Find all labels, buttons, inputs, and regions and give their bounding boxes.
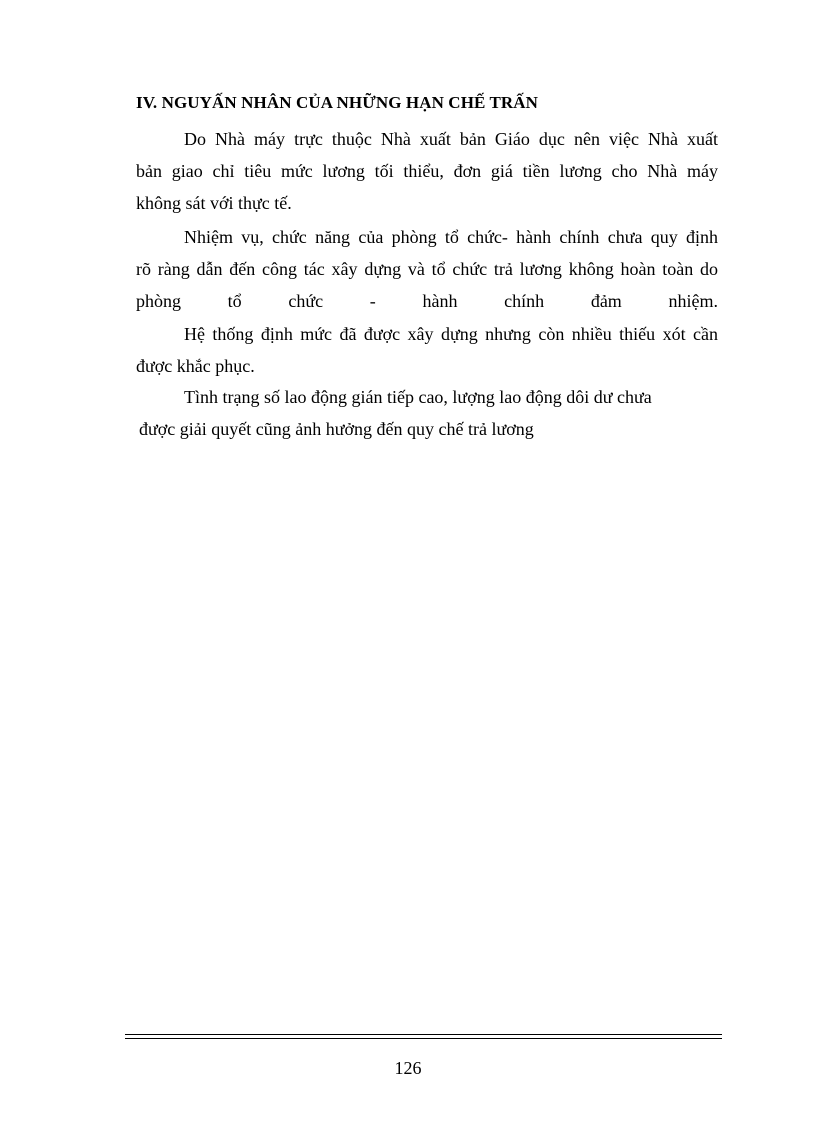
footer-rule-bottom [125,1038,722,1039]
paragraph-2 [136,221,718,317]
paragraph-line: được khắc phục. [136,356,255,376]
paragraph-1 [136,123,718,219]
section-heading: IV. NGUYẤN NHÂN CỦA NHỮNG HẠN CHẾ TRẤN [136,93,539,112]
paragraph-line: Do Nhà máy trực thuộc Nhà xuất bản Giáo dục nên việc Nhà xuất [184,129,718,149]
paragraph-4 [136,381,718,445]
paragraph-line: bản giao chỉ tiêu mức lương tối thiểu, đơn giá tiền lương cho Nhà máy [136,161,718,181]
paragraph-line: được giải quyết cũng ảnh hưởng đến quy chế trả lương [139,419,534,439]
paragraph-line: phòng tổ chức - hành chính đảm nhiệm. [136,291,718,311]
paragraph-line: rõ ràng dẫn đến công tác xây dựng và tổ chức trả lương không hoàn toàn do [136,259,718,279]
paragraph-3 [136,318,718,382]
paragraph-line: Nhiệm vụ, chức năng của phòng tổ chức- hành chính chưa quy định [184,227,718,247]
paragraph-line: Tình trạng số lao động gián tiếp cao, lượng lao động dôi dư chưa [184,387,652,407]
footer-rule-top [125,1034,722,1035]
paragraph-line: không sát với thực tế. [136,193,292,213]
paragraph-line: Hệ thống định mức đã được xây dựng nhưng còn nhiều thiếu xót cần [184,324,718,344]
page-number: 126 [394,1058,422,1078]
